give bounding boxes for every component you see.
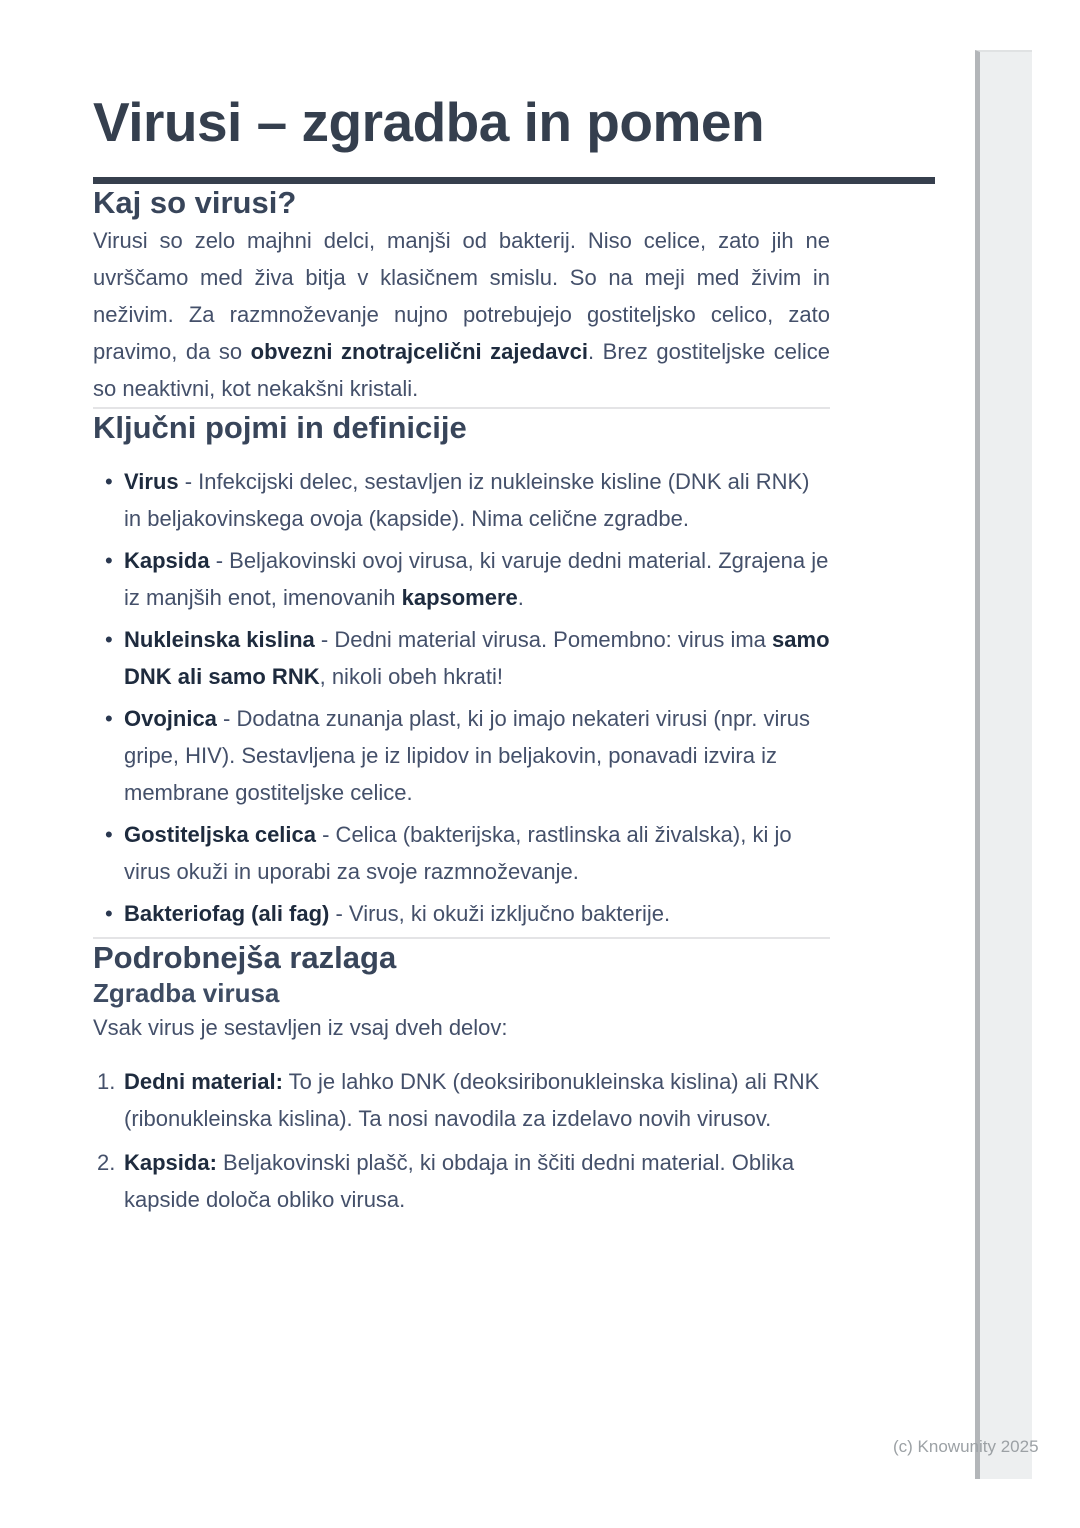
title-underline-rule [93,177,935,184]
document-header [93,90,935,184]
list-item-virus: • Virus - Infekcijski delec, sestavljen iz nukleinske kisline (DNK ali RNK) in beljakovinskega ovoja (kapside). Nima celične zgradbe. [105,463,830,537]
numbered-item-dedni-material: Dedni material: To je lahko DNK (deoksiribonukleinska kislina) ali RNK (ribonukleinska kislina). Ta nosi navodila za izdelavo novih virusov. [124,1069,820,1131]
page-side-gutter [975,50,1032,1479]
page-title: Virusi – zgradba in pomen [93,91,765,153]
intro-paragraph: Virusi so zelo majhni delci, manjši od bakterij. Niso celice, zato jih ne uvrščamo med živa bitja v klasičnem smislu. So na meji med živim in neživim. Za razmnoževanje nujno potrebujejo gostiteljsko celico, zato pravimo, da so obvezni znotrajcelični zajedavci. Brez gostiteljske celice so neaktivni, kot nekakšni kristali. [93,228,830,401]
section-heading-kljucni-pojmi: Ključni pojmi in definicije [93,410,467,445]
list-item-kapsida: • Kapsida - Beljakovinski ovoj virusa, ki varuje dedni material. Zgrajena je iz manjših enot, imenovanih kapsomere. [105,542,830,616]
section-heading-kaj-so-virusi: Kaj so virusi? [93,185,297,220]
list-item-ovojnica: • Ovojnica - Dodatna zunanja plast, ki jo imajo nekateri virusi (npr. virus gripe, HIV). Sestavljena je iz lipidov in beljakovin, ponavadi izvira iz membrane gostiteljske celice. [105,700,830,811]
list-item-gostiteljska-celica: • Gostiteljska celica - Celica (bakterijska, rastlinska ali živalska), ki jo virus okuži in uporabi za svoje razmnoževanje. [105,816,830,890]
virus-parts-numbered-list [93,1063,830,1218]
list-item-bakteriofag: • Bakteriofag (ali fag) - Virus, ki okuži izključno bakterije. [105,895,830,932]
subsection-heading-zgradba-virusa: Zgradba virusa [93,978,280,1008]
subsection-intro-paragraph: Vsak virus je sestavljen iz vsaj dveh delov: [93,1015,508,1040]
section-heading-podrobnejsa-razlaga: Podrobnejša razlaga [93,940,397,975]
key-terms-list [93,463,830,932]
copyright-watermark: (c) Knowunity 2025 [893,1437,1039,1456]
numbered-item-kapsida: Kapsida: Beljakovinski plašč, ki obdaja in ščiti dedni material. Oblika kapside določa obliko virusa. [124,1150,795,1212]
list-item-nukleinska-kislina: • Nukleinska kislina - Dedni material virusa. Pomembno: virus ima samo DNK ali samo RNK, nikoli obeh hkrati! [105,621,830,695]
